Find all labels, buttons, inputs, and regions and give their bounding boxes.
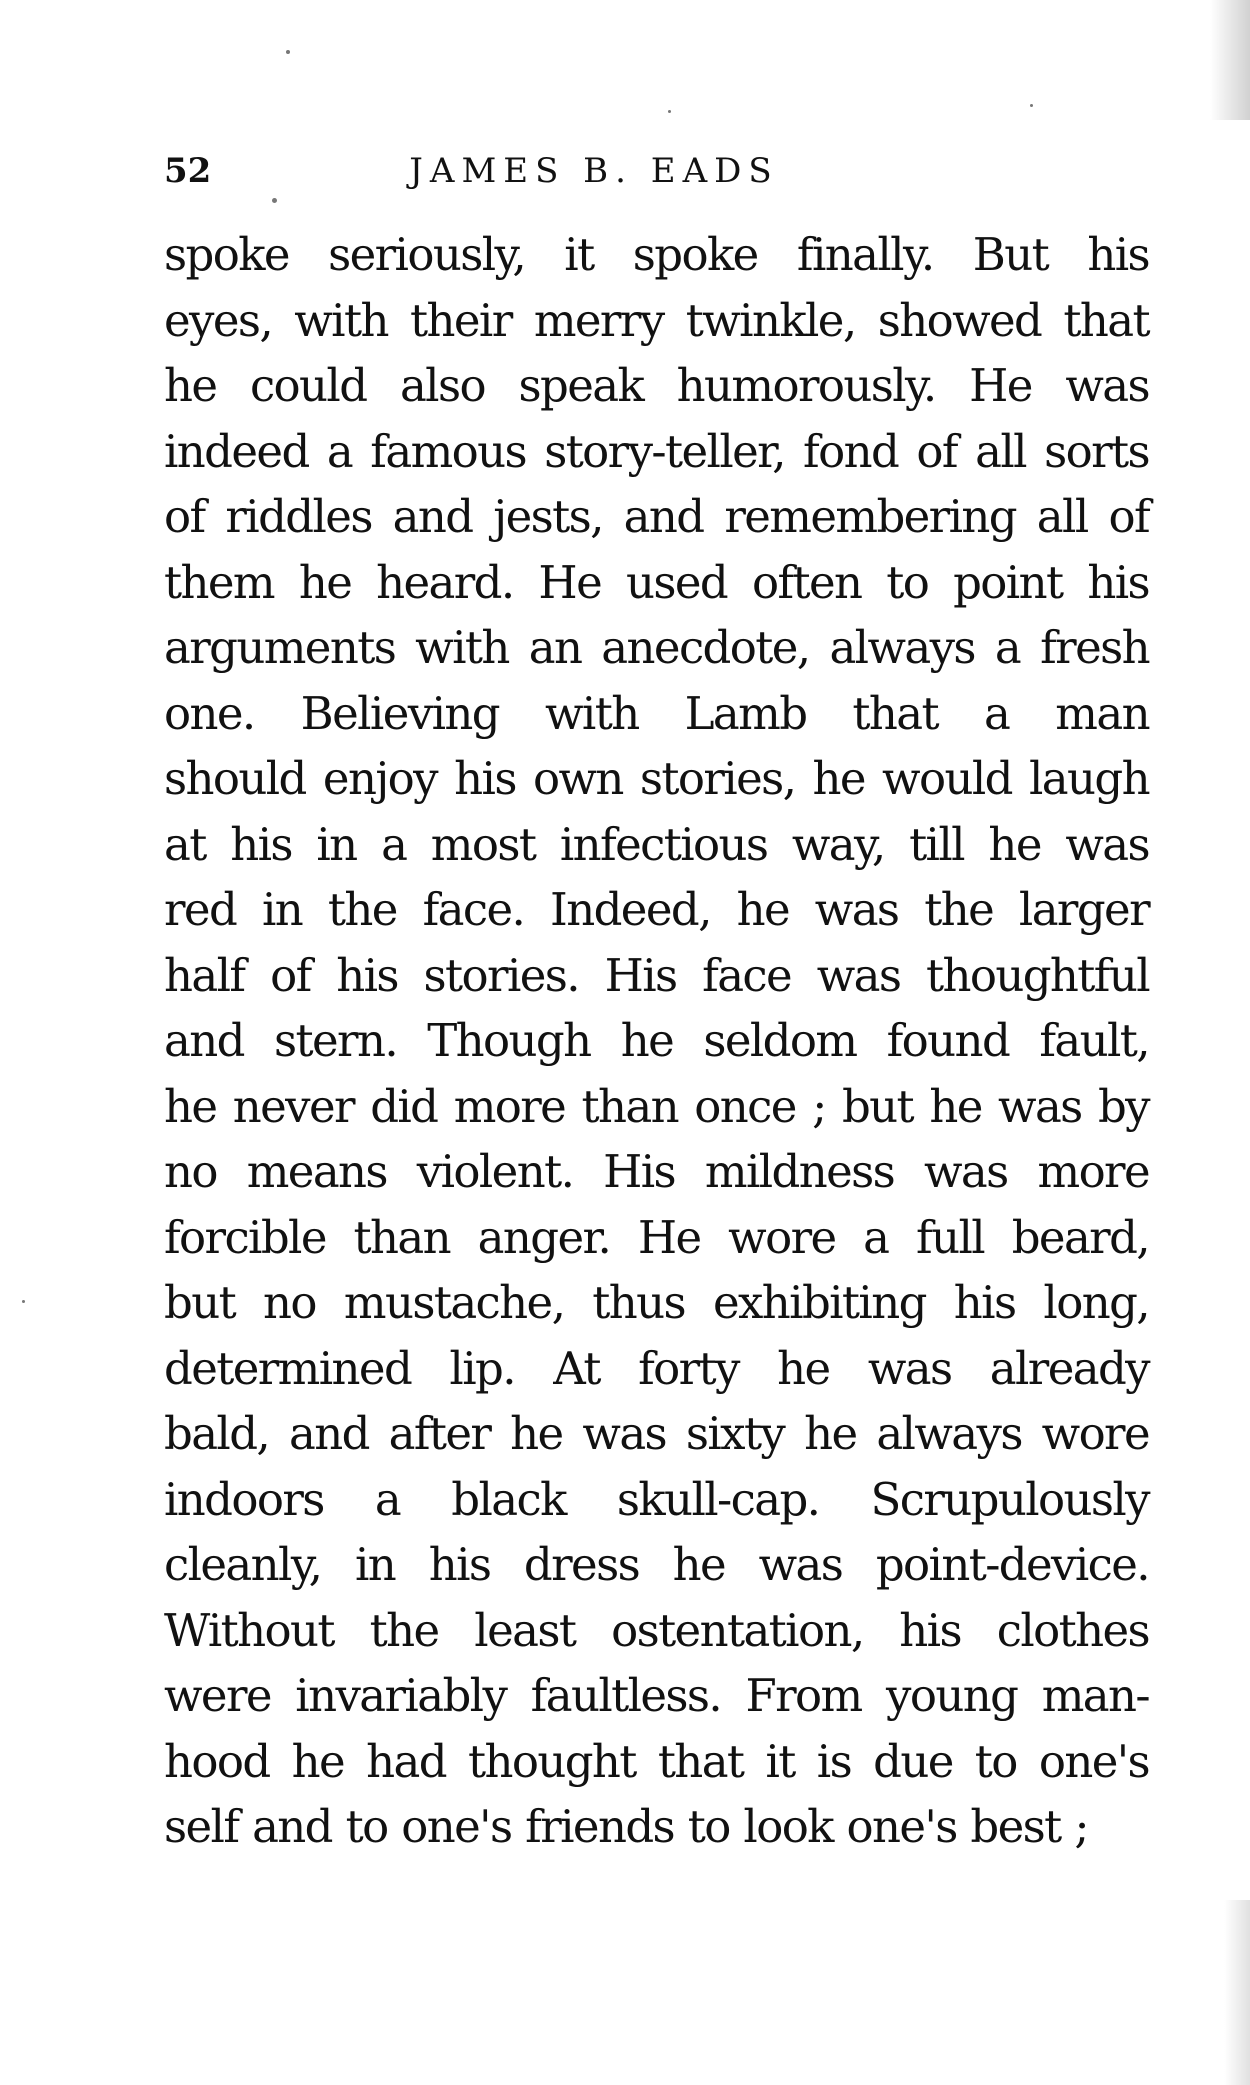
text-line: one. Believing with Lamb that a man xyxy=(164,686,1149,740)
text-line: indeed a famous story-teller, fond of all sorts xyxy=(164,424,1149,478)
text-line: should enjoy his own stories, he would laugh xyxy=(164,752,1149,805)
text-line: spoke seriously, it spoke finally. But his xyxy=(164,228,1149,281)
text-line: he could also speak humorously. He was xyxy=(164,359,1149,412)
text-line: self and to one's friends to look one's best ; xyxy=(164,1800,1088,1853)
text-line: determined lip. At forty he was already xyxy=(164,1341,1149,1395)
page-number: 52 xyxy=(164,151,212,191)
text-line: he never did more than once ; but he was by xyxy=(164,1079,1149,1133)
text-line: them he heard. He used often to point his xyxy=(164,555,1149,609)
text-line: arguments with an anecdote, always a fresh xyxy=(164,621,1149,674)
scan-speck xyxy=(286,50,290,54)
scan-edge-shadow xyxy=(1210,0,1250,120)
running-title: JAMES B. EADS xyxy=(409,151,779,191)
text-line: red in the face. Indeed, he was the larger xyxy=(164,883,1149,936)
text-line: of riddles and jests, and remembering all of xyxy=(164,490,1149,543)
scan-speck xyxy=(668,110,671,113)
text-line: at his in a most infectious way, till he was xyxy=(164,817,1149,871)
scan-speck xyxy=(272,198,277,203)
text-line: and stern. Though he seldom found fault, xyxy=(164,1014,1149,1067)
text-line: half of his stories. His face was thoughtful xyxy=(164,948,1149,1002)
scan-speck xyxy=(1030,104,1033,107)
text-line: hood he had thought that it is due to one's xyxy=(164,1734,1149,1788)
text-line: bald, and after he was sixty he always wore xyxy=(164,1407,1149,1460)
scan-speck xyxy=(22,1300,25,1303)
text-line: Without the least ostentation, his clothes xyxy=(164,1603,1149,1657)
text-line: cleanly, in his dress he was point-device. xyxy=(164,1538,1149,1591)
text-line: were invariably faultless. From young man- xyxy=(164,1669,1149,1722)
text-line: forcible than anger. He wore a full beard, xyxy=(164,1210,1149,1264)
text-line: eyes, with their merry twinkle, showed that xyxy=(164,293,1149,347)
text-line: no means violent. His mildness was more xyxy=(164,1145,1149,1198)
scan-edge-shadow-bottom xyxy=(1224,1900,1250,2085)
text-line: indoors a black skull-cap. Scrupulously xyxy=(164,1472,1149,1526)
running-head xyxy=(164,146,1149,196)
body-text xyxy=(164,222,1149,1860)
text-line: but no mustache, thus exhibiting his long, xyxy=(164,1276,1149,1329)
